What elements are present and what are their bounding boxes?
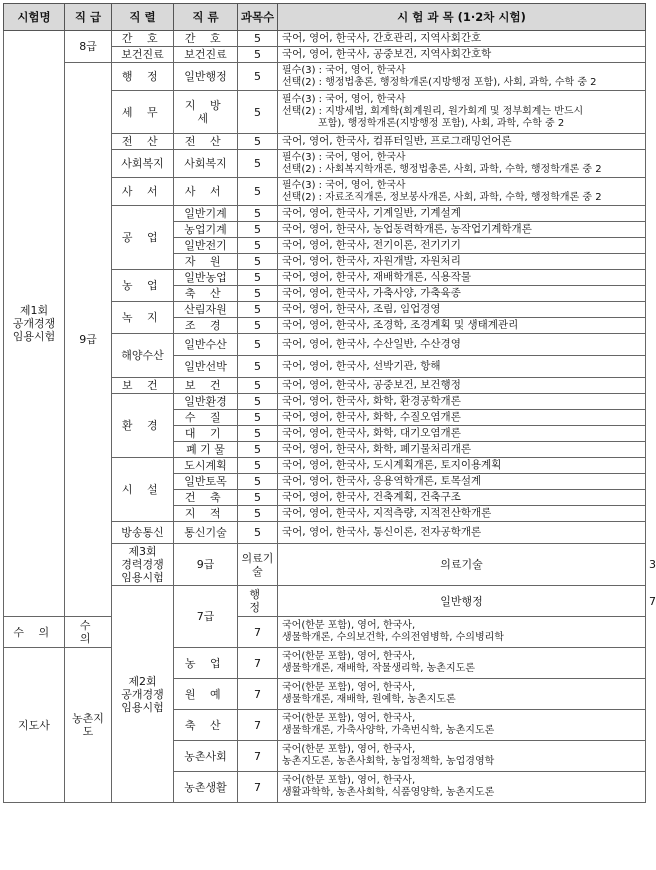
subjects-line: 농촌지도론, 농촌사회학, 농업정책학, 농업경영학 <box>282 756 495 767</box>
count-cell: 5 <box>238 254 278 270</box>
exam-name-line: 공개경쟁 <box>12 317 56 330</box>
count-cell: 7 <box>238 741 278 772</box>
class-cell: 일반행정 <box>174 63 238 91</box>
class-cell: 농업기계 <box>174 222 238 238</box>
count-cell: 5 <box>238 458 278 474</box>
subjects-line: 필수(3) : 국어, 영어, 한국사 <box>282 179 406 191</box>
subjects-line: 선택(2) : 지방세법, 회계학(회계원리, 원가회계 및 정부회계는 반드시 <box>282 106 584 117</box>
table-row <box>4 63 646 91</box>
table-row: 제2회 공개경쟁 임용시험 7급 행 정 일반행정 7 <box>4 586 646 617</box>
header-subject-count: 과목수 <box>238 4 278 31</box>
subjects-line: 생물학개론, 재배학, 작물생리학, 농촌지도론 <box>282 663 475 674</box>
count-cell: 5 <box>238 238 278 254</box>
table-row <box>4 617 646 648</box>
header-subjects: 시 험 과 목 (1·2차 시험) <box>278 4 646 31</box>
series-cell: 보건진료 <box>112 47 174 63</box>
header-series: 직 렬 <box>112 4 174 31</box>
series-cell: 방송통신 <box>112 522 174 544</box>
subjects-line: 생활과학학, 농촌사회학, 식품영양학, 농촌지도론 <box>282 787 495 798</box>
class-cell: 일반행정 <box>278 586 646 617</box>
grade-cell: 9급 <box>174 544 238 586</box>
class-cell: 건 축 <box>174 490 238 506</box>
class-cell: 수 의 <box>65 617 112 648</box>
subjects-cell <box>278 741 646 772</box>
subjects-cell <box>278 178 646 206</box>
subjects-cell: 국어, 영어, 한국사, 화학, 대기오염개론 <box>278 426 646 442</box>
class-cell: 폐 기 물 <box>174 442 238 458</box>
count-cell: 5 <box>238 206 278 222</box>
exam-name-line: 제3회 <box>128 545 157 558</box>
class-cell: 사회복지 <box>174 150 238 178</box>
series-cell: 사회복지 <box>112 150 174 178</box>
series-cell: 공 업 <box>112 206 174 270</box>
subjects-cell: 국어, 영어, 한국사, 공중보건, 보건행정 <box>278 378 646 394</box>
exam-name-cell <box>112 544 174 586</box>
class-cell: 일반전기 <box>174 238 238 254</box>
count-cell: 5 <box>238 286 278 302</box>
class-cell: 대 기 <box>174 426 238 442</box>
exam-name-line: 제1회 <box>19 304 49 317</box>
subjects-line: 선택(2) : 사회복지학개론, 행정법총론, 사회, 과학, 수학, 행정학개론 중 2 <box>282 163 602 175</box>
class-cell: 통신기술 <box>174 522 238 544</box>
series-cell: 세 무 <box>112 91 174 134</box>
table-row <box>4 648 646 679</box>
subjects-line: 생물학개론, 수의보건학, 수의전염병학, 수의병리학 <box>282 632 504 643</box>
series-cell: 농촌지도 <box>65 648 112 803</box>
count-cell: 5 <box>238 426 278 442</box>
subjects-cell: 국어, 영어, 한국사, 전기이론, 전기기기 <box>278 238 646 254</box>
count-cell: 5 <box>238 302 278 318</box>
series-cell: 보 건 <box>112 378 174 394</box>
subjects-cell: 국어, 영어, 한국사, 재배학개론, 식용작물 <box>278 270 646 286</box>
exam-subjects-table <box>3 3 656 803</box>
subjects-cell <box>278 679 646 710</box>
class-cell: 조 경 <box>174 318 238 334</box>
exam-name-line: 임용시험 <box>12 330 56 343</box>
class-cell: 간 호 <box>174 31 238 47</box>
series-cell: 행 정 <box>112 63 174 91</box>
subjects-cell: 국어, 영어, 한국사, 조림, 임업경영 <box>278 302 646 318</box>
class-cell: 농촌사회 <box>174 741 238 772</box>
class-cell: 사 서 <box>174 178 238 206</box>
class-cell: 지 방 세 <box>174 91 238 134</box>
subjects-cell: 국어, 영어, 한국사, 도시계획개론, 토지이용계획 <box>278 458 646 474</box>
header-row <box>4 4 646 31</box>
grade-cell: 지도사 <box>4 648 65 803</box>
count-cell: 5 <box>238 506 278 522</box>
class-cell: 일반환경 <box>174 394 238 410</box>
subjects-line: 국어(한문 포함), 영어, 한국사, <box>282 744 416 755</box>
header-exam-name: 시험명 <box>4 4 65 31</box>
subjects-cell <box>278 63 646 91</box>
count-cell: 5 <box>238 178 278 206</box>
count-cell: 5 <box>238 356 278 378</box>
subjects-cell <box>278 648 646 679</box>
class-cell: 농촌생활 <box>174 772 238 803</box>
class-cell: 보건진료 <box>174 47 238 63</box>
series-cell: 의료기술 <box>238 544 278 586</box>
series-cell: 녹 지 <box>112 302 174 334</box>
class-cell: 농 업 <box>174 648 238 679</box>
count-cell: 5 <box>238 318 278 334</box>
subjects-cell: 국어, 영어, 한국사, 조경학, 조경계획 및 생태계관리 <box>278 318 646 334</box>
subjects-cell: 국어, 영어, 한국사, 농업동력학개론, 농작업기계학개론 <box>278 222 646 238</box>
subjects-cell <box>278 772 646 803</box>
count-cell: 7 <box>238 772 278 803</box>
class-cell: 일반토목 <box>174 474 238 490</box>
count-cell: 5 <box>238 378 278 394</box>
series-cell: 사 서 <box>112 178 174 206</box>
count-cell: 5 <box>238 490 278 506</box>
class-cell: 수 질 <box>174 410 238 426</box>
class-cell: 의료기술 <box>278 544 646 586</box>
count-cell: 5 <box>238 222 278 238</box>
grade-cell: 7급 <box>174 586 238 648</box>
count-cell: 5 <box>238 410 278 426</box>
exam-name-line: 공개경쟁 <box>121 687 164 701</box>
class-cell: 자 원 <box>174 254 238 270</box>
header-grade: 직 급 <box>65 4 112 31</box>
subjects-line: 선택(2) : 자료조직개론, 정보봉사개론, 사회, 과학, 수학, 행정학개론 중 2 <box>282 191 602 203</box>
subjects-line: 필수(3) : 국어, 영어, 한국사 <box>282 64 406 76</box>
subjects-cell: 국어, 영어, 한국사, 가축사양, 가축육종 <box>278 286 646 302</box>
count-cell: 5 <box>238 442 278 458</box>
count-cell: 5 <box>238 474 278 490</box>
count-cell: 7 <box>238 617 278 648</box>
count-cell: 5 <box>238 270 278 286</box>
count-cell: 5 <box>238 91 278 134</box>
class-cell: 일반수산 <box>174 334 238 356</box>
count-cell: 5 <box>238 394 278 410</box>
count-cell: 5 <box>238 63 278 91</box>
subjects-line: 생물학개론, 가축사양학, 가축번식학, 농촌지도론 <box>282 725 495 736</box>
subjects-cell: 국어, 영어, 한국사, 공중보건, 지역사회간호학 <box>278 47 646 63</box>
subjects-line: 국어(한문 포함), 영어, 한국사, <box>282 620 416 631</box>
subjects-cell: 국어, 영어, 한국사, 건축계획, 건축구조 <box>278 490 646 506</box>
subjects-line: 선택(2) : 행정법총론, 행정학개론(지방행정 포함), 사회, 과학, 수학 중 2 <box>282 76 597 88</box>
table-row: 제3회 경력경쟁 임용시험 9급 의료기술 의료기술 3 <box>4 544 646 586</box>
count-cell: 5 <box>238 31 278 47</box>
grade-cell: 8급 <box>65 31 112 63</box>
subjects-cell: 국어, 영어, 한국사, 응용역학개론, 토목설계 <box>278 474 646 490</box>
series-cell: 행 정 <box>238 586 278 617</box>
subjects-line: 필수(3) : 국어, 영어, 한국사 <box>282 151 406 163</box>
count-cell: 5 <box>238 522 278 544</box>
subjects-line: 필수(3) : 국어, 영어, 한국사 <box>282 94 406 105</box>
class-cell: 일반기계 <box>174 206 238 222</box>
subjects-cell: 국어, 영어, 한국사, 화학, 폐기물처리개론 <box>278 442 646 458</box>
subjects-cell: 국어, 영어, 한국사, 지적측량, 지적전산학개론 <box>278 506 646 522</box>
subjects-cell: 국어, 영어, 한국사, 기계일반, 기계설계 <box>278 206 646 222</box>
count-cell: 5 <box>238 150 278 178</box>
subjects-cell: 국어, 영어, 한국사, 간호관리, 지역사회간호 <box>278 31 646 47</box>
subjects-cell: 국어, 영어, 한국사, 수산일반, 수산경영 <box>278 334 646 356</box>
grade-cell: 9급 <box>65 63 112 617</box>
class-cell: 도시계획 <box>174 458 238 474</box>
exam-name-cell <box>4 31 65 617</box>
series-cell: 농 업 <box>112 270 174 302</box>
count-cell: 5 <box>238 47 278 63</box>
subjects-line: 국어(한문 포함), 영어, 한국사, <box>282 713 416 724</box>
count-cell: 5 <box>238 334 278 356</box>
subjects-cell: 국어, 영어, 한국사, 선박기관, 항해 <box>278 356 646 378</box>
subjects-cell <box>278 91 646 134</box>
subjects-cell: 국어, 영어, 한국사, 컴퓨터일반, 프로그래밍언어론 <box>278 134 646 150</box>
class-cell: 축 산 <box>174 710 238 741</box>
subjects-line: 국어(한문 포함), 영어, 한국사, <box>282 775 416 786</box>
subjects-line: 생물학개론, 재배학, 원예학, 농촌지도론 <box>282 694 456 705</box>
exam-name-line: 제2회 <box>128 674 157 688</box>
subjects-cell: 국어, 영어, 한국사, 화학, 수질오염개론 <box>278 410 646 426</box>
count-cell: 5 <box>238 134 278 150</box>
series-cell: 수 의 <box>4 617 65 648</box>
class-cell: 보 건 <box>174 378 238 394</box>
series-cell: 환 경 <box>112 394 174 458</box>
subjects-cell: 국어, 영어, 한국사, 화학, 환경공학개론 <box>278 394 646 410</box>
class-cell: 원 예 <box>174 679 238 710</box>
subjects-cell <box>278 710 646 741</box>
class-cell: 일반농업 <box>174 270 238 286</box>
count-cell: 7 <box>238 648 278 679</box>
subjects-cell: 국어, 영어, 한국사, 자원개발, 자원처리 <box>278 254 646 270</box>
header-class: 직 류 <box>174 4 238 31</box>
subjects-cell: 국어, 영어, 한국사, 통신이론, 전자공학개론 <box>278 522 646 544</box>
subjects-line: 포함), 행정학개론(지방행정 포함), 사회, 과학, 수학 중 2 <box>318 118 565 129</box>
series-cell: 간 호 <box>112 31 174 47</box>
exam-name-line: 경력경쟁 <box>121 558 164 571</box>
subjects-line: 국어(한문 포함), 영어, 한국사, <box>282 682 416 693</box>
exam-name-cell <box>112 586 174 803</box>
series-cell: 해양수산 <box>112 334 174 378</box>
count-cell: 7 <box>238 679 278 710</box>
subjects-cell <box>278 617 646 648</box>
class-cell: 산림자원 <box>174 302 238 318</box>
class-cell: 일반선박 <box>174 356 238 378</box>
series-cell: 시 설 <box>112 458 174 522</box>
subjects-line: 국어(한문 포함), 영어, 한국사, <box>282 651 416 662</box>
class-cell: 축 산 <box>174 286 238 302</box>
count-cell: 7 <box>238 710 278 741</box>
exam-name-line: 임용시험 <box>121 700 164 714</box>
exam-name-line: 임용시험 <box>121 571 164 584</box>
class-cell: 지 적 <box>174 506 238 522</box>
class-cell: 전 산 <box>174 134 238 150</box>
subjects-cell <box>278 150 646 178</box>
table-row <box>4 31 646 47</box>
series-cell: 전 산 <box>112 134 174 150</box>
